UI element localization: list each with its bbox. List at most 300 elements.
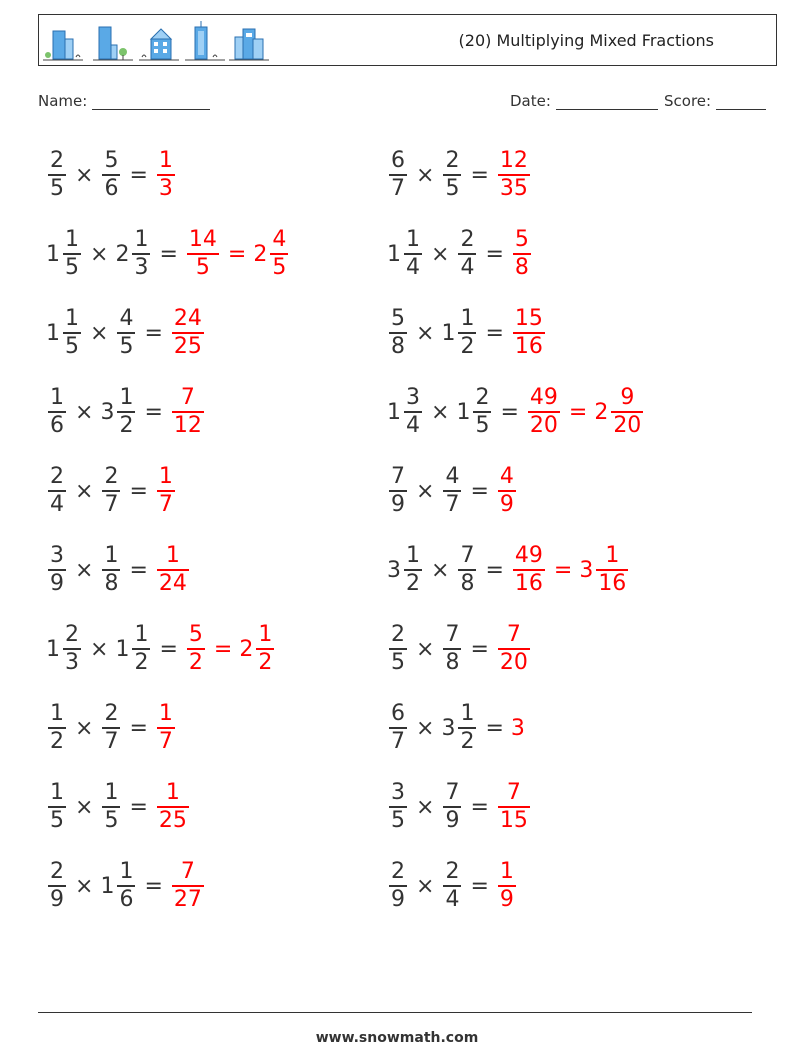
fraction bbox=[48, 780, 66, 834]
denominator: 20 bbox=[613, 412, 642, 438]
denominator: 20 bbox=[529, 412, 558, 438]
mixed-number bbox=[115, 622, 152, 676]
answer bbox=[185, 227, 290, 281]
fraction bbox=[458, 701, 476, 755]
times-sign: × bbox=[431, 557, 450, 583]
fraction bbox=[157, 701, 175, 755]
whole-part: 1 bbox=[46, 320, 60, 346]
numerator: 15 bbox=[514, 306, 543, 332]
denominator: 3 bbox=[158, 175, 173, 201]
denominator: 4 bbox=[406, 254, 420, 280]
numerator: 6 bbox=[391, 148, 405, 174]
numerator: 1 bbox=[158, 701, 173, 727]
equals-sign: = bbox=[485, 715, 504, 741]
denominator: 5 bbox=[195, 254, 210, 280]
denominator: 9 bbox=[391, 491, 405, 517]
fraction bbox=[157, 148, 175, 202]
numerator: 7 bbox=[391, 464, 405, 490]
denominator: 5 bbox=[50, 807, 64, 833]
mixed-number bbox=[170, 859, 206, 913]
times-sign: × bbox=[431, 241, 450, 267]
denominator: 9 bbox=[391, 886, 405, 912]
equals-sign: = bbox=[144, 873, 163, 899]
denominator: 7 bbox=[104, 728, 119, 754]
denominator: 9 bbox=[445, 807, 460, 833]
numerator: 1 bbox=[158, 148, 173, 174]
denominator: 3 bbox=[134, 254, 149, 280]
fraction bbox=[63, 306, 81, 360]
equals-sign: = bbox=[129, 162, 148, 188]
fraction bbox=[48, 701, 66, 755]
fraction bbox=[117, 859, 135, 913]
mixed-number bbox=[46, 701, 68, 755]
numerator: 2 bbox=[50, 148, 64, 174]
score-field bbox=[664, 92, 766, 110]
mixed-number bbox=[46, 148, 68, 202]
numerator: 1 bbox=[460, 306, 475, 332]
equals-sign: = bbox=[470, 873, 489, 899]
mixed-number bbox=[511, 227, 533, 281]
equals-sign: = bbox=[159, 241, 178, 267]
denominator: 4 bbox=[445, 886, 460, 912]
mixed-number bbox=[594, 385, 645, 439]
numerator: 1 bbox=[406, 543, 420, 569]
mixed-number bbox=[387, 306, 409, 360]
fraction bbox=[443, 464, 461, 518]
numerator: 1 bbox=[65, 306, 79, 332]
numerator: 7 bbox=[445, 622, 460, 648]
denominator: 2 bbox=[258, 649, 273, 675]
answer bbox=[170, 859, 206, 913]
equals-sign: = bbox=[129, 478, 148, 504]
denominator: 5 bbox=[50, 175, 64, 201]
numerator: 2 bbox=[104, 464, 119, 490]
whole-part: 1 bbox=[100, 873, 115, 899]
building-icon bbox=[185, 19, 227, 63]
answer bbox=[155, 780, 191, 834]
mixed-number bbox=[441, 306, 478, 360]
denominator: 12 bbox=[173, 412, 202, 438]
whole-part: 3 bbox=[441, 715, 456, 741]
mixed-number bbox=[441, 464, 463, 518]
name-label: Name: bbox=[38, 92, 88, 110]
fraction bbox=[389, 859, 407, 913]
equals-sign: = bbox=[129, 794, 148, 820]
times-sign: × bbox=[75, 162, 94, 188]
fraction bbox=[443, 780, 461, 834]
denominator: 5 bbox=[272, 254, 287, 280]
equals-sign: = bbox=[500, 399, 519, 425]
numerator: 2 bbox=[445, 859, 460, 885]
numerator: 1 bbox=[258, 622, 273, 648]
equals-sign: = bbox=[553, 557, 573, 583]
answer bbox=[155, 543, 191, 597]
equals-sign: = bbox=[485, 241, 504, 267]
problem-item bbox=[387, 214, 533, 294]
mixed-number bbox=[46, 543, 68, 597]
mixed-number bbox=[387, 859, 409, 913]
answer bbox=[511, 227, 533, 281]
problem-item bbox=[46, 688, 177, 768]
denominator: 9 bbox=[499, 491, 514, 517]
mixed-number bbox=[387, 385, 424, 439]
numerator: 7 bbox=[506, 780, 521, 806]
integer: 3 bbox=[510, 715, 525, 741]
fraction bbox=[102, 464, 120, 518]
times-sign: × bbox=[431, 399, 450, 425]
score-blank[interactable] bbox=[716, 95, 766, 110]
whole-part: 1 bbox=[456, 399, 471, 425]
fraction bbox=[513, 306, 545, 360]
whole-part: 1 bbox=[441, 320, 456, 346]
mixed-number bbox=[100, 148, 122, 202]
numerator: 2 bbox=[460, 227, 475, 253]
times-sign: × bbox=[75, 794, 94, 820]
equals-sign: = bbox=[485, 557, 504, 583]
problem-item bbox=[387, 451, 518, 531]
fraction bbox=[498, 780, 530, 834]
times-sign: × bbox=[75, 399, 94, 425]
answer bbox=[496, 622, 532, 676]
denominator: 16 bbox=[514, 570, 543, 596]
answer bbox=[185, 622, 276, 676]
problem-item bbox=[46, 530, 191, 610]
denominator: 25 bbox=[158, 807, 187, 833]
mixed-number bbox=[387, 701, 409, 755]
mixed-number bbox=[155, 464, 177, 518]
mixed-number bbox=[155, 148, 177, 202]
equals-sign: = bbox=[144, 399, 163, 425]
denominator: 9 bbox=[50, 886, 64, 912]
times-sign: × bbox=[416, 636, 435, 662]
mixed-number bbox=[387, 543, 424, 597]
mixed-number bbox=[100, 464, 122, 518]
mixed-number bbox=[387, 227, 424, 281]
mixed-number bbox=[100, 543, 122, 597]
numerator: 1 bbox=[65, 227, 79, 253]
mixed-number bbox=[253, 227, 290, 281]
denominator: 20 bbox=[499, 649, 528, 675]
fraction bbox=[48, 385, 66, 439]
mixed-number bbox=[100, 780, 122, 834]
denominator: 9 bbox=[499, 886, 514, 912]
whole-part: 1 bbox=[46, 241, 60, 267]
numerator: 2 bbox=[391, 859, 405, 885]
mixed-number bbox=[100, 385, 137, 439]
mixed-number bbox=[46, 780, 68, 834]
denominator: 27 bbox=[173, 886, 202, 912]
numerator: 1 bbox=[134, 622, 149, 648]
answer bbox=[170, 306, 206, 360]
fraction bbox=[498, 148, 530, 202]
numerator: 1 bbox=[158, 464, 173, 490]
fraction bbox=[63, 622, 81, 676]
denominator: 5 bbox=[104, 807, 119, 833]
times-sign: × bbox=[416, 478, 435, 504]
score-label: Score: bbox=[664, 92, 712, 110]
fraction bbox=[389, 306, 407, 360]
answer bbox=[526, 385, 645, 439]
mixed-number bbox=[46, 859, 68, 913]
numerator: 4 bbox=[499, 464, 514, 490]
denominator: 5 bbox=[391, 807, 405, 833]
problem-item bbox=[387, 846, 518, 926]
mixed-number bbox=[441, 622, 463, 676]
mixed-number bbox=[46, 622, 83, 676]
times-sign: × bbox=[416, 873, 435, 899]
denominator: 5 bbox=[391, 649, 405, 675]
fraction bbox=[63, 227, 81, 281]
numerator: 5 bbox=[188, 622, 203, 648]
numerator: 4 bbox=[445, 464, 460, 490]
fraction bbox=[102, 780, 120, 834]
fraction bbox=[404, 227, 422, 281]
denominator: 4 bbox=[460, 254, 475, 280]
fraction bbox=[172, 306, 204, 360]
fraction bbox=[117, 306, 135, 360]
equals-sign: = bbox=[470, 162, 489, 188]
mixed-number bbox=[100, 859, 137, 913]
mixed-number bbox=[185, 227, 221, 281]
numerator: 1 bbox=[104, 543, 119, 569]
mixed-number bbox=[387, 148, 409, 202]
fraction bbox=[256, 622, 274, 676]
answer bbox=[155, 148, 177, 202]
fraction bbox=[513, 227, 531, 281]
mixed-number bbox=[579, 543, 630, 597]
numerator: 6 bbox=[391, 701, 405, 727]
building-icon bbox=[43, 19, 85, 63]
mixed-number bbox=[511, 306, 547, 360]
footer-url: www.snowmath.com bbox=[315, 1030, 479, 1046]
mixed-number bbox=[526, 385, 562, 439]
fraction bbox=[389, 701, 407, 755]
numerator: 14 bbox=[188, 227, 217, 253]
problem-item bbox=[387, 688, 525, 768]
building-icon bbox=[139, 19, 181, 63]
times-sign: × bbox=[90, 320, 109, 346]
fraction bbox=[458, 227, 476, 281]
fraction bbox=[404, 385, 422, 439]
whole-part: 1 bbox=[115, 636, 130, 662]
denominator: 3 bbox=[65, 649, 79, 675]
fraction bbox=[102, 148, 120, 202]
denominator: 2 bbox=[119, 412, 134, 438]
fraction bbox=[132, 227, 150, 281]
date-label: Date: bbox=[510, 92, 551, 110]
fraction bbox=[157, 464, 175, 518]
answer bbox=[496, 464, 518, 518]
denominator: 7 bbox=[158, 491, 173, 517]
answer bbox=[155, 701, 177, 755]
denominator: 2 bbox=[406, 570, 420, 596]
denominator: 16 bbox=[598, 570, 627, 596]
mixed-number bbox=[511, 543, 547, 597]
whole-part: 3 bbox=[387, 557, 401, 583]
denominator: 8 bbox=[391, 333, 405, 359]
whole-part: 3 bbox=[100, 399, 115, 425]
numerator: 3 bbox=[50, 543, 64, 569]
fraction bbox=[498, 622, 530, 676]
problem-item bbox=[387, 609, 532, 689]
whole-part: 2 bbox=[594, 399, 609, 425]
denominator: 9 bbox=[50, 570, 64, 596]
times-sign: × bbox=[75, 715, 94, 741]
numerator: 2 bbox=[65, 622, 79, 648]
fraction bbox=[473, 385, 491, 439]
numerator: 1 bbox=[50, 780, 64, 806]
problem-item bbox=[46, 451, 177, 531]
denominator: 5 bbox=[65, 333, 79, 359]
fraction bbox=[157, 543, 189, 597]
numerator: 1 bbox=[119, 385, 134, 411]
answer bbox=[496, 859, 518, 913]
problem-item bbox=[387, 530, 630, 610]
mixed-number bbox=[100, 701, 122, 755]
equals-sign: = bbox=[227, 241, 247, 267]
answer bbox=[511, 716, 525, 741]
numerator: 2 bbox=[445, 148, 460, 174]
numerator: 9 bbox=[620, 385, 635, 411]
answer bbox=[155, 464, 177, 518]
fraction bbox=[132, 622, 150, 676]
denominator: 35 bbox=[499, 175, 528, 201]
numerator: 5 bbox=[514, 227, 529, 253]
fraction bbox=[513, 543, 545, 597]
denominator: 4 bbox=[50, 491, 64, 517]
fraction bbox=[443, 148, 461, 202]
fraction bbox=[187, 622, 205, 676]
times-sign: × bbox=[75, 557, 94, 583]
equals-sign: = bbox=[568, 399, 588, 425]
numerator: 1 bbox=[165, 780, 180, 806]
mixed-number bbox=[46, 385, 68, 439]
denominator: 5 bbox=[119, 333, 134, 359]
numerator: 1 bbox=[134, 227, 149, 253]
problem-item bbox=[387, 135, 532, 215]
fraction bbox=[389, 148, 407, 202]
equals-sign: = bbox=[129, 557, 148, 583]
numerator: 4 bbox=[272, 227, 287, 253]
numerator: 7 bbox=[506, 622, 521, 648]
numerator: 1 bbox=[165, 543, 180, 569]
mixed-number bbox=[456, 543, 478, 597]
equals-sign: = bbox=[159, 636, 178, 662]
mixed-number bbox=[115, 306, 137, 360]
numerator: 3 bbox=[406, 385, 420, 411]
fraction bbox=[596, 543, 628, 597]
fraction bbox=[404, 543, 422, 597]
fraction bbox=[458, 543, 476, 597]
denominator: 4 bbox=[406, 412, 420, 438]
numerator: 4 bbox=[119, 306, 134, 332]
denominator: 8 bbox=[445, 649, 460, 675]
equals-sign: = bbox=[470, 794, 489, 820]
mixed-number bbox=[239, 622, 276, 676]
denominator: 5 bbox=[65, 254, 79, 280]
mixed-number bbox=[387, 622, 409, 676]
numerator: 1 bbox=[50, 385, 64, 411]
numerator: 24 bbox=[173, 306, 202, 332]
fraction bbox=[611, 385, 643, 439]
denominator: 7 bbox=[391, 728, 405, 754]
whole-part: 3 bbox=[579, 557, 594, 583]
denominator: 16 bbox=[514, 333, 543, 359]
numerator: 2 bbox=[104, 701, 119, 727]
fraction bbox=[443, 622, 461, 676]
fraction bbox=[458, 306, 476, 360]
problem-item bbox=[387, 372, 645, 452]
problem-item bbox=[46, 609, 276, 689]
equals-sign: = bbox=[470, 478, 489, 504]
problem-grid bbox=[46, 140, 746, 940]
whole-part: 2 bbox=[239, 636, 254, 662]
date-blank[interactable] bbox=[556, 95, 658, 110]
times-sign: × bbox=[90, 241, 109, 267]
worksheet-title: (20) Multiplying Mixed Fractions bbox=[458, 31, 714, 50]
fraction bbox=[102, 543, 120, 597]
mixed-number bbox=[456, 227, 478, 281]
numerator: 3 bbox=[391, 780, 405, 806]
denominator: 5 bbox=[475, 412, 490, 438]
mixed-number bbox=[496, 780, 532, 834]
mixed-number bbox=[170, 306, 206, 360]
footer-divider bbox=[38, 1012, 752, 1013]
answer bbox=[496, 780, 532, 834]
problem-item bbox=[46, 293, 206, 373]
mixed-number bbox=[46, 306, 83, 360]
fraction bbox=[172, 385, 204, 439]
denominator: 2 bbox=[50, 728, 64, 754]
numerator: 2 bbox=[475, 385, 490, 411]
numerator: 7 bbox=[445, 780, 460, 806]
fraction bbox=[172, 859, 204, 913]
numerator: 2 bbox=[391, 622, 405, 648]
numerator: 5 bbox=[391, 306, 405, 332]
numerator: 12 bbox=[499, 148, 528, 174]
numerator: 5 bbox=[104, 148, 119, 174]
fraction bbox=[389, 780, 407, 834]
fraction bbox=[48, 859, 66, 913]
times-sign: × bbox=[75, 478, 94, 504]
denominator: 7 bbox=[445, 491, 460, 517]
fraction bbox=[498, 464, 516, 518]
mixed-number bbox=[496, 622, 532, 676]
denominator: 7 bbox=[158, 728, 173, 754]
times-sign: × bbox=[416, 320, 435, 346]
denominator: 24 bbox=[158, 570, 187, 596]
denominator: 6 bbox=[104, 175, 119, 201]
building-icon bbox=[93, 19, 135, 63]
times-sign: × bbox=[90, 636, 109, 662]
problem-item bbox=[46, 135, 177, 215]
fraction bbox=[443, 859, 461, 913]
whole-part: 1 bbox=[46, 636, 60, 662]
whole-part: 1 bbox=[387, 241, 401, 267]
problem-item bbox=[46, 767, 191, 847]
denominator: 2 bbox=[134, 649, 149, 675]
fraction bbox=[528, 385, 560, 439]
problem-item bbox=[46, 214, 290, 294]
fraction bbox=[389, 622, 407, 676]
name-blank[interactable] bbox=[92, 95, 210, 110]
numerator: 2 bbox=[50, 859, 64, 885]
mixed-number bbox=[441, 859, 463, 913]
mixed-number bbox=[155, 780, 191, 834]
times-sign: × bbox=[75, 873, 94, 899]
mixed-number bbox=[441, 780, 463, 834]
times-sign: × bbox=[416, 162, 435, 188]
